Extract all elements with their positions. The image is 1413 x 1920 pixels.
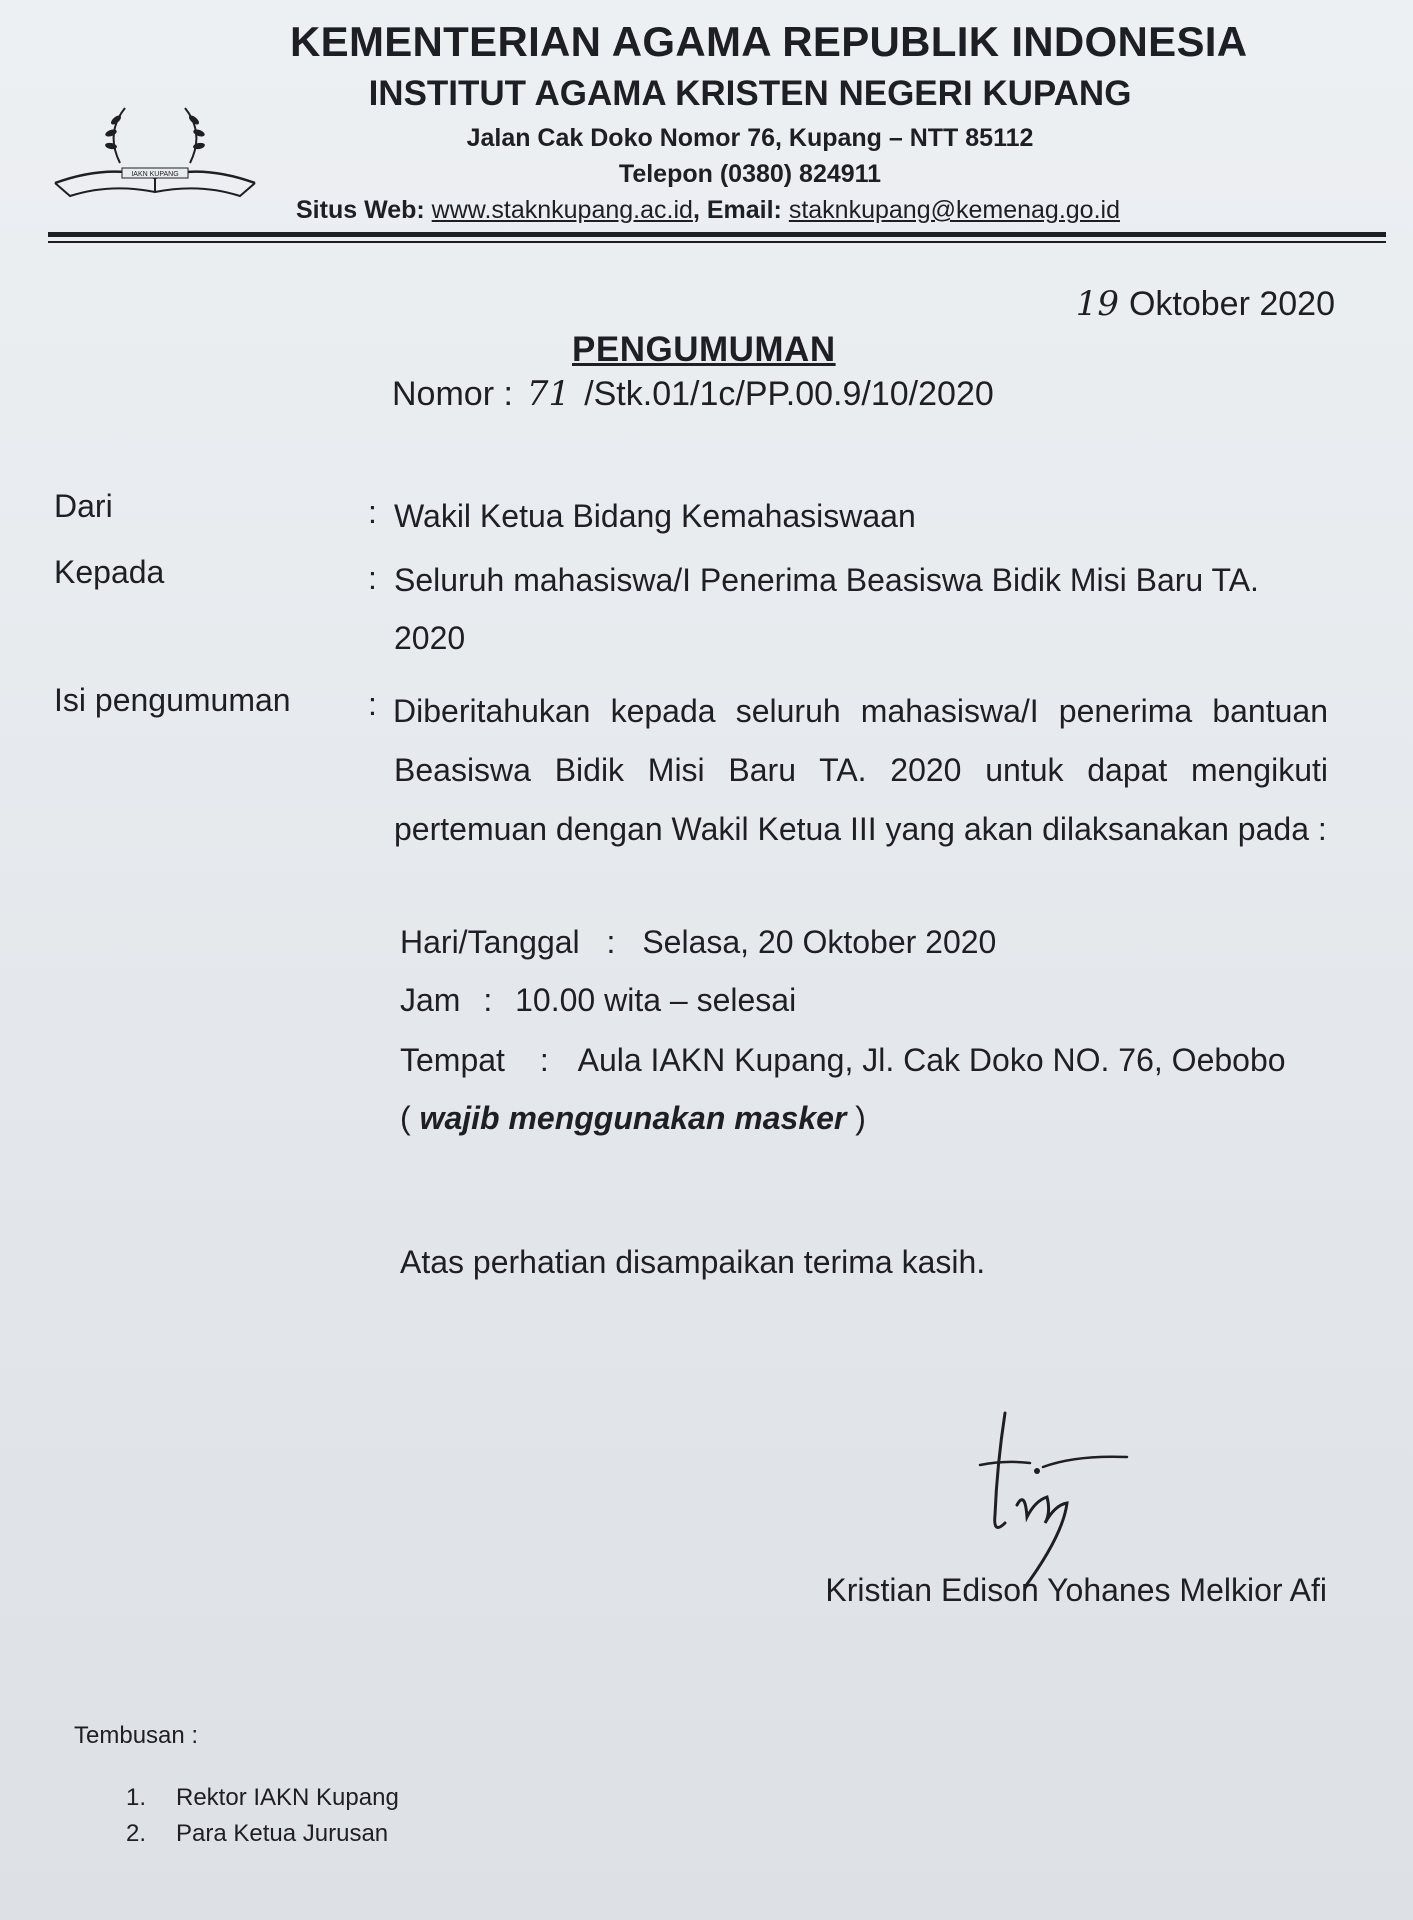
mask-note: wajib menggunakan masker [419,1100,847,1136]
from-colon: : [368,494,377,530]
detail-time: Jam : 10.00 wita – selesai [400,982,797,1018]
announcement-title: PENGUMUMAN [572,330,836,369]
website-link[interactable]: www.staknkupang.ac.id [431,196,693,224]
website-label: Situs Web: [296,196,425,224]
to-colon: : [368,560,377,596]
day-value: Selasa, 20 Oktober 2020 [642,924,997,960]
cc-item: 1. Rektor IAKN Kupang [126,1784,399,1811]
letter-date [1076,284,1335,324]
number-label: Nomor : [392,375,513,413]
letterhead-phone: Telepon (0380) 824911 [618,160,882,188]
time-label: Jam [400,982,461,1018]
letterhead-rule-thick [48,232,1386,237]
day-label: Hari/Tanggal [400,924,580,960]
cc-item: 2. Para Ketua Jurusan [126,1820,389,1847]
number-rest: /Stk.01/1c/PP.00.9/10/2020 [584,375,994,413]
from-label: Dari [54,488,113,524]
detail-day: Hari/Tanggal : Selasa, 20 Oktober 2020 [400,924,997,960]
content-colon: : [368,686,377,722]
letterhead-ministry: KEMENTERIAN AGAMA REPUBLIK INDONESIA [290,18,1248,65]
place-label: Tempat [400,1042,505,1078]
content-paragraph: Diberitahukan kepada seluruh mahasiswa/I penerima bantuan Beasiswa Bidik Misi Baru TA. 2020 untuk dapat mengikuti pertemuan dengan Wakil Ketua III yang akan dilaksanakan pada : [393,693,1328,847]
letterhead-institute: INSTITUT AGAMA KRISTEN NEGERI KUPANG [368,74,1132,113]
detail-mask-note: ( wajib menggunakan masker ) [400,1100,866,1136]
logo-text: IAKN KUPANG [131,171,179,178]
date-month-year: Oktober 2020 [1128,285,1335,323]
letterhead-address: Jalan Cak Doko Nomor 76, Kupang – NTT 85112 [466,124,1034,152]
detail-place: Tempat : Aula IAKN Kupang, Jl. Cak Doko NO. 76, Oebobo [400,1042,1286,1078]
announcement-number [392,374,994,414]
to-label: Kepada [54,554,165,590]
letterhead-contact: Situs Web: www.staknkupang.ac.id, Email: staknkupang@kemenag.go.id [296,196,1120,224]
place-value: Aula IAKN Kupang, Jl. Cak Doko NO. 76, Oebobo [577,1042,1286,1078]
to-value-line1: Seluruh mahasiswa/I Penerima Beasiswa Bidik Misi Baru TA. [394,562,1259,598]
closing-text: Atas perhatian disampaikan terima kasih. [400,1244,986,1280]
signer-name: Kristian Edison Yohanes Melkior Afi [825,1572,1327,1608]
cc-title: Tembusan : [74,1722,199,1749]
content-label: Isi pengumuman [54,682,291,718]
time-value: 10.00 wita – selesai [515,982,797,1018]
from-value: Wakil Ketua Bidang Kemahasiswaan [394,498,916,534]
date-day-handwritten: 19 [1075,284,1119,324]
to-value-line2: 2020 [394,620,466,656]
email-label: Email: [706,196,782,224]
number-handwritten: 71 [526,374,571,414]
email-link[interactable]: staknkupang@kemenag.go.id [788,196,1120,224]
letterhead-rule-thin [48,241,1386,243]
institution-logo [50,88,260,208]
handwritten-signature [955,1405,1135,1590]
